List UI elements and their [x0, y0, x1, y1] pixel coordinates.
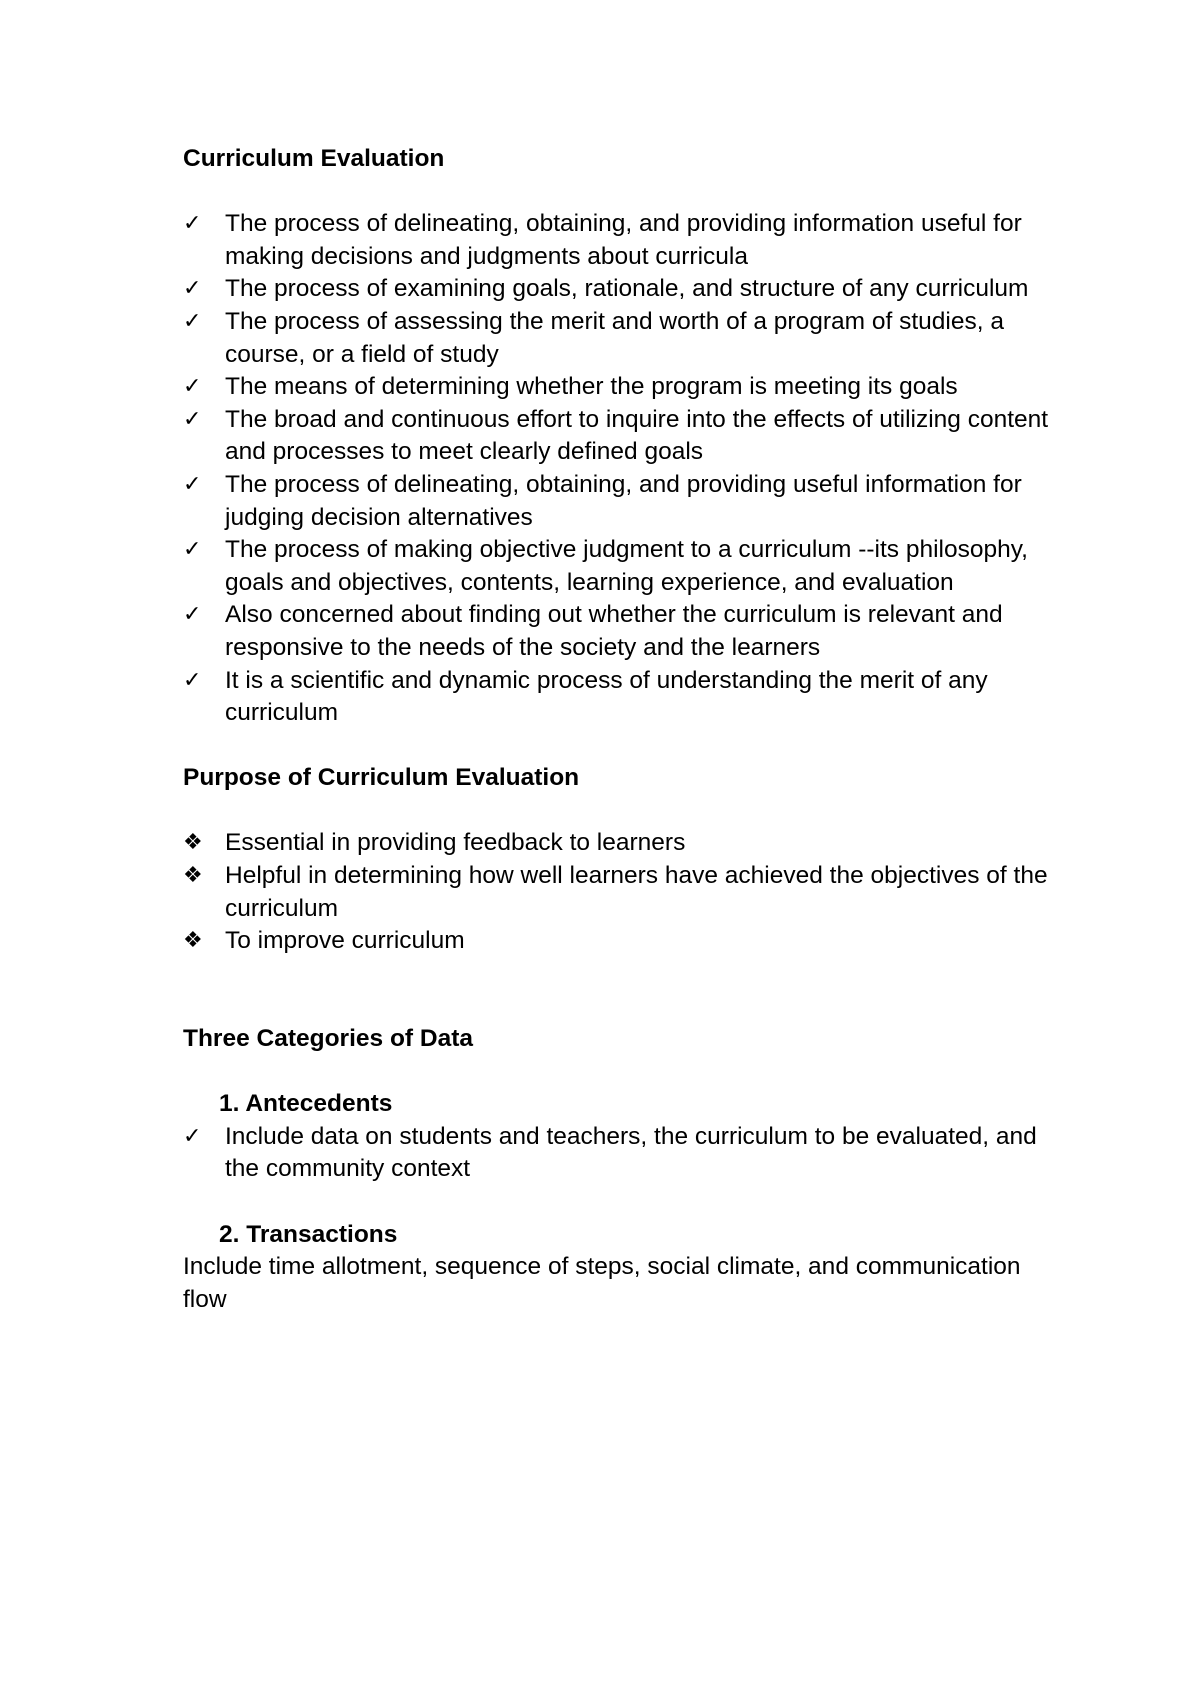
spacer — [183, 176, 1063, 209]
list-item-text: The process of examining goals, rationale, and structure of any curriculum — [225, 275, 1029, 303]
definition-list — [183, 208, 1063, 730]
list-item — [183, 665, 1063, 730]
list-item — [183, 469, 1063, 534]
list-item — [183, 599, 1063, 664]
list-item — [183, 208, 1063, 273]
list-item — [183, 1121, 1063, 1186]
list-item-text: The process of delineating, obtaining, and providing useful information for judging decision alternatives — [225, 470, 1022, 531]
checkmark-icon: ✓ — [183, 374, 202, 400]
list-item-text: The process of assessing the merit and worth of a program of studies, a course, or a field of study — [225, 307, 1004, 368]
diamond-bullet-icon: ❖ — [183, 928, 203, 954]
checkmark-icon: ✓ — [183, 406, 202, 432]
list-item-text: Include data on students and teachers, the curriculum to be evaluated, and the community context — [225, 1122, 1037, 1183]
category-title-transactions: 2. Transactions — [219, 1220, 398, 1248]
list-item-text: To improve curriculum — [225, 927, 465, 955]
list-item-text: The process of making objective judgment to a curriculum --its philosophy, goals and objectives, contents, learning experience, and evaluation — [225, 536, 1028, 596]
list-item — [183, 273, 1063, 306]
category-title-antecedents: 1. Antecedents — [219, 1090, 393, 1118]
list-item — [183, 404, 1063, 469]
list-item-text: Also concerned about finding out whether the curriculum is relevant and responsive to the needs of the society and the learners — [225, 601, 1003, 661]
checkmark-icon: ✓ — [183, 537, 202, 563]
list-item — [183, 371, 1063, 404]
checkmark-icon: ✓ — [183, 602, 202, 628]
document-page — [183, 143, 1063, 1316]
list-item-text: The broad and continuous effort to inquire into the effects of utilizing content and processes to meet clearly defined goals — [225, 405, 1049, 466]
section-heading-three-categories: Three Categories of Data — [183, 1025, 473, 1053]
transactions-paragraph: Include time allotment, sequence of steps, social climate, and communication flow — [183, 1253, 1021, 1313]
checkmark-icon: ✓ — [183, 211, 202, 237]
antecedents-list — [183, 1121, 1063, 1186]
list-item — [183, 925, 1063, 958]
checkmark-icon: ✓ — [183, 308, 202, 334]
diamond-bullet-icon: ❖ — [183, 863, 203, 889]
spacer — [183, 1186, 1063, 1219]
list-item — [183, 534, 1063, 599]
section-heading-curriculum-evaluation: Curriculum Evaluation — [183, 145, 445, 172]
list-item — [183, 860, 1063, 925]
purpose-list — [183, 827, 1063, 957]
spacer — [183, 1056, 1063, 1089]
spacer — [183, 795, 1063, 828]
list-item — [183, 827, 1063, 860]
checkmark-icon: ✓ — [183, 471, 202, 497]
section-heading-purpose: Purpose of Curriculum Evaluation — [183, 764, 580, 792]
checkmark-icon: ✓ — [183, 276, 202, 302]
list-item — [183, 306, 1063, 371]
list-item-text: The process of delineating, obtaining, and providing information useful for making decisions and judgments about curricula — [225, 210, 1022, 270]
spacer — [183, 958, 1063, 1023]
checkmark-icon: ✓ — [183, 667, 202, 693]
diamond-bullet-icon: ❖ — [183, 830, 203, 856]
list-item-text: Essential in providing feedback to learners — [225, 829, 686, 857]
list-item-text: It is a scientific and dynamic process of understanding the merit of any curriculum — [225, 666, 988, 727]
spacer — [183, 730, 1063, 763]
checkmark-icon: ✓ — [183, 1123, 202, 1149]
list-item-text: The means of determining whether the program is meeting its goals — [225, 373, 958, 401]
list-item-text: Helpful in determining how well learners have achieved the objectives of the curriculum — [225, 862, 1048, 922]
